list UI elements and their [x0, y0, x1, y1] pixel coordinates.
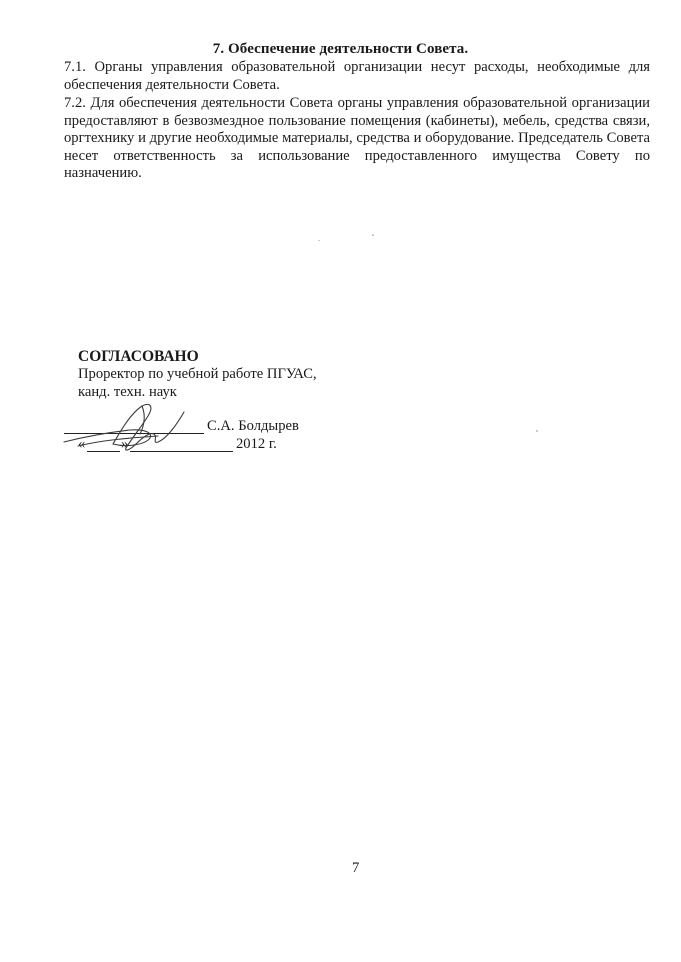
approval-title: СОГЛАСОВАНО	[78, 348, 199, 365]
approver-degree: канд. техн. наук	[78, 383, 177, 400]
page-number: 7	[352, 860, 360, 876]
scan-speck	[318, 240, 320, 241]
date-year: 2012 г.	[236, 436, 277, 452]
paragraph-7-2: 7.2. Для обеспечения деятельности Совета органы управления образовательной организации предоставляют в безвозмездное пользование помещения (кабинеты), мебель, средства связи, оргтехнику и другие необходимые материалы, средства и оборудование. Председатель Совета несет ответственность за использование предоставленного имущества Совету по назначению.	[64, 95, 650, 182]
approver-position: Проректор по учебной работе ПГУАС,	[78, 366, 317, 382]
handwritten-signature	[58, 392, 198, 462]
section-heading: 7. Обеспечение деятельности Совета.	[212, 41, 469, 57]
scan-speck	[536, 430, 538, 432]
paragraph-7-1: 7.1. Органы управления образовательной организации несут расходы, необходимые для обеспечения деятельности Совета.	[64, 59, 650, 93]
date-open-quote: «	[78, 436, 86, 452]
scan-speck	[372, 234, 374, 236]
date-close-quote: »	[121, 436, 129, 452]
signer-name: С.А. Болдырев	[207, 418, 299, 434]
